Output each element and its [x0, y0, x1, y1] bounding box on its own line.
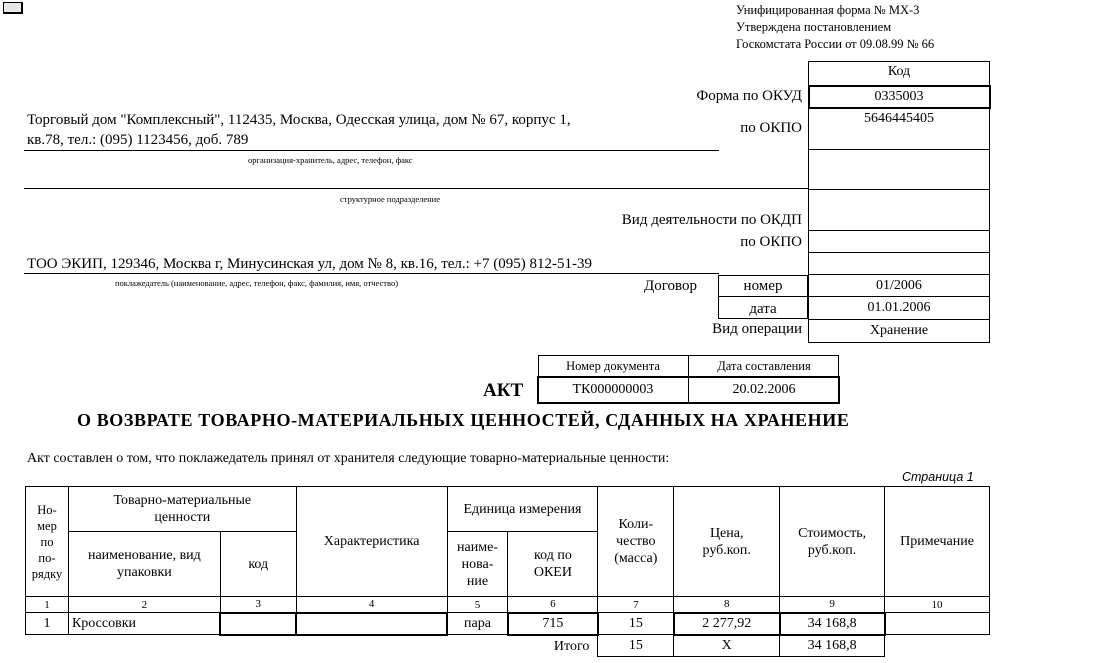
cell-unit-name: пара: [447, 613, 508, 635]
th-note: Примечание: [885, 487, 990, 597]
okdp-label: Вид деятельности по ОКДП: [621, 212, 802, 228]
column-numbers-row: [26, 597, 990, 613]
cell-price: 2 277,92: [674, 613, 780, 635]
th-price: Цена, руб.коп.: [674, 487, 780, 597]
okud-label: Форма по ОКУД: [696, 88, 802, 104]
total-label: Итого: [553, 638, 590, 654]
form-header: [736, 2, 934, 53]
cell-qty: 15: [598, 613, 674, 635]
doc-number-value: ТК000000003: [572, 382, 654, 397]
depositor-line1: ТОО ЭКИП, 129346, Москва г, Минусинская ул, дом № 8, кв.16, тел.: +7 (095) 812-51-39: [27, 256, 593, 272]
th-tmc: Товарно-материальные ценности: [68, 487, 296, 532]
cell-okei: 715: [508, 613, 598, 635]
okpo-value: 5646445405: [864, 111, 934, 126]
items-table: [25, 486, 990, 657]
okpo2-label: по ОКПО: [740, 234, 802, 250]
cell-item-code: [220, 613, 296, 635]
operation-value: Хранение: [869, 323, 929, 338]
kod-header: Код: [887, 64, 911, 79]
doc-number-header: Номер документа: [566, 358, 660, 373]
cell-characteristic: [296, 613, 447, 635]
cell-item-name: Кроссовки: [68, 613, 220, 635]
col-num: 8: [674, 597, 780, 613]
th-qty: Коли- чество (масса): [598, 487, 674, 597]
th-characteristic: Характеристика: [296, 487, 447, 597]
contract-label: Договор: [644, 278, 697, 294]
keeper-line2: кв.78, тел.: (095) 1123456, доб. 789: [27, 132, 249, 148]
total-row: [26, 635, 990, 657]
th-name: наименование, вид упаковки: [68, 532, 220, 597]
form-header-line1: Унифицированная форма № МХ-3: [736, 3, 920, 17]
th-okei: код по ОКЕИ: [508, 532, 598, 597]
window-control-icon[interactable]: [3, 2, 23, 14]
keeper-caption: организация-хранитель, адрес, телефон, факс: [248, 155, 413, 165]
cell-cost: 34 168,8: [780, 613, 885, 635]
col-num: 2: [68, 597, 220, 613]
col-num: 5: [447, 597, 508, 613]
depositor-caption: поклажедатель (наименование, адрес, телефон, факс, фамилия, имя, отчество): [115, 278, 399, 288]
act-label: АКТ: [483, 380, 524, 401]
total-cost: 34 168,8: [780, 635, 885, 657]
col-num: 4: [296, 597, 447, 613]
col-num: 10: [885, 597, 990, 613]
doc-date-header: Дата составления: [717, 358, 811, 373]
col-num: 9: [780, 597, 885, 613]
form-header-line3: Госкомстата России от 09.08.99 № 66: [736, 37, 935, 51]
col-num: 3: [220, 597, 296, 613]
doc-date-value: 20.02.2006: [732, 382, 796, 397]
th-unit-name: наиме- нова- ние: [447, 532, 508, 597]
th-code: код: [220, 532, 296, 597]
table-row: [26, 613, 990, 635]
col-num: 7: [598, 597, 674, 613]
division-caption: структурное подразделение: [340, 194, 440, 204]
contract-number-label: номер: [743, 277, 783, 294]
cell-row-number: 1: [26, 613, 69, 635]
page-label: Страница 1: [902, 470, 974, 484]
th-number: Но- мер по по- рядку: [26, 487, 69, 597]
col-num: 6: [508, 597, 598, 613]
okud-value: 0335003: [874, 89, 924, 104]
keeper-line1: Торговый дом "Комплексный", 112435, Москва, Одесская улица, дом № 67, корпус 1,: [27, 112, 571, 128]
form-header-line2: Утверждена постановлением: [736, 20, 892, 34]
contract-date-label: дата: [749, 300, 777, 317]
document-title: О ВОЗВРАТЕ ТОВАРНО-МАТЕРИАЛЬНЫХ ЦЕННОСТЕЙ, СДАННЫХ НА ХРАНЕНИЕ: [77, 410, 850, 430]
okpo-label: по ОКПО: [740, 120, 802, 136]
total-price: Х: [674, 635, 780, 657]
operation-label: Вид операции: [712, 321, 802, 337]
total-qty: 15: [598, 635, 674, 657]
contract-number-value: 01/2006: [876, 278, 922, 293]
cell-note: [885, 613, 990, 635]
col-num: 1: [26, 597, 69, 613]
th-cost: Стоимость, руб.коп.: [780, 487, 885, 597]
intro-text: Акт составлен о том, что поклажедатель принял от хранителя следующие товарно-материальные ценности:: [27, 451, 670, 466]
contract-date-value: 01.01.2006: [867, 300, 931, 315]
th-unit: Единица измерения: [447, 487, 598, 532]
